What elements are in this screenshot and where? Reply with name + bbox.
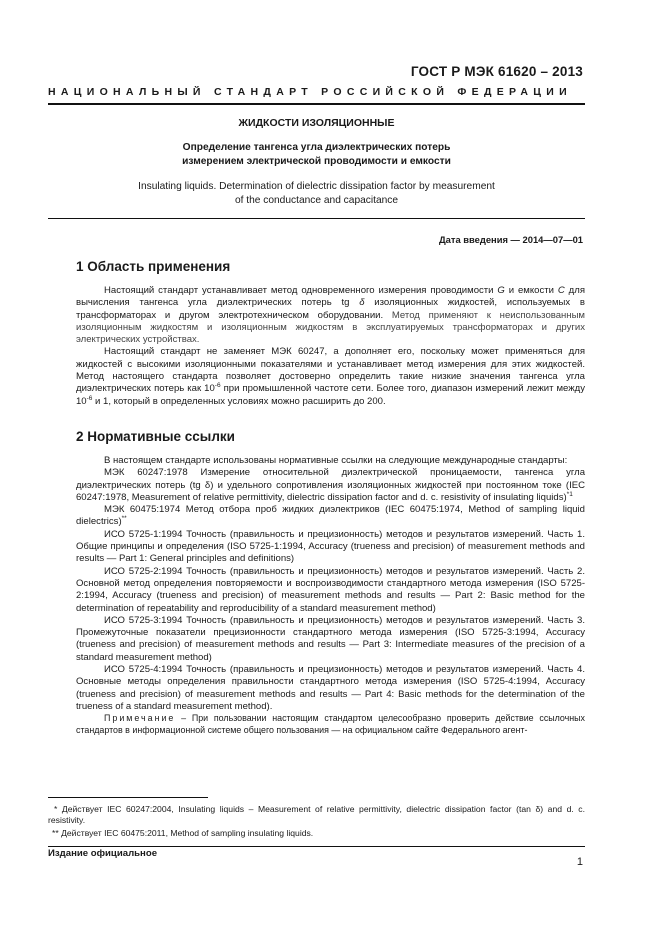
footnote-separator: [48, 797, 208, 798]
reference-iso-5725-3: ИСО 5725-3:1994 Точность (правильность и прецизионность) методов и результатов измерений. Часть 3. Промежуточные показатели прецизионности стандартного метода измерения (ISO 5725-3:1994, Accuracy (trueness and precision) of measurement methods and results — Part 3: Intermediate measures of the precision of a standard measurement method): [76, 614, 585, 663]
title-english-line2: of the conductance and capacitance: [234, 195, 399, 206]
section-1-paragraph-1: Настоящий стандарт устанавливает метод одновременного измерения проводимости G и емкости C для вычисления тангенса угла диэлектрических потерь tg δ изоляционных жидкостей, используемых в трансформаторах и другом электротехническом оборудовании. Метод применяют к неиспользованным изоляционным жидкостям и изоляционным жидкостям в эксплуатируемых трансформаторах и других электрических устройствах.: [76, 285, 586, 346]
reference-iec-60475: МЭК 60475:1974 Метод отбора проб жидких диэлектриков (IEC 60475:1974, Method of sampling liquid dielectrics)**: [76, 504, 585, 528]
page-number: 1: [576, 856, 583, 868]
national-standard-banner: НАЦИОНАЛЬНЫЙ СТАНДАРТ РОССИЙСКОЙ ФЕДЕРАЦИИ: [48, 86, 572, 98]
title-russian: [48, 141, 585, 169]
title-english-line1: Insulating liquids. Determination of dielectric dissipation factor by measurement: [138, 181, 495, 192]
reference-iso-5725-4: ИСО 5725-4:1994 Точность (правильность и прецизионность) методов и результатов измерений. Часть 4. Основные методы определения правильности стандартного метода измерения (ISO 5725-4:1994, Accuracy (trueness and precision) of measurement methods and results — Part 4: Basic methods for the determination of the trueness of a standard measurement method).: [76, 664, 585, 712]
reference-iso-5725-2: ИСО 5725-2:1994 Точность (правильность и прецизионность) методов и результатов измерений. Часть 2. Основной метод определения повторяемости и воспроизводимости стандартного метода измерения (ISO 5725-2:1994, Accuracy (trueness and precision) of measurement methods and results — Part 2: Basic method for the determination of repeatability and reproducibility of a standard measurement method): [76, 565, 585, 614]
document-code: ГОСТ Р МЭК 61620 – 2013: [410, 64, 583, 79]
footnote-1: * Действует IEC 60247:2004, Insulating liquids – Measurement of relative permittivity, dielectric dissipation factor (tan δ) and d. c. resistivity.: [48, 804, 585, 825]
date-of-introduction: Дата введения — 2014—07—01: [438, 234, 583, 245]
title-rule: [48, 218, 585, 219]
footer-rule: [48, 846, 585, 847]
section-1-paragraph-2: Настоящий стандарт не заменяет МЭК 60247, а дополняет его, поскольку может применяться для жидкостей с высокими изоляционными показателями и устанавливает метод измерения для этих жидкостей. Метод настоящего стандарта позволяет достоверно определить такие низкие значения тангенса угла диэлектрических потерь как $10^{-6}$ при промышленной частоте сети. Более того, диапазон измерений лежит между $10^{-6}$ и 1, который в определенных условиях можно расширить до 200.: [76, 346, 585, 407]
section-2-body: [76, 455, 585, 736]
reference-iso-5725-1: ИСО 5725-1:1994 Точность (правильность и прецизионность) методов и результатов измерений. Часть 1. Общие принципы и определения (ISO 5725-1:1994, Accuracy (trueness and precision) of measurement methods and results — Part 1: General principles and definitions): [76, 528, 585, 565]
title-russian-line2: измерением электрической проводимости и емкости: [182, 156, 451, 167]
title-russian-line1: Определение тангенса угла диэлектрических потерь: [182, 142, 451, 153]
section-1-heading: 1 Область применения: [76, 259, 231, 274]
section-2-heading: 2 Нормативные ссылки: [76, 429, 235, 444]
section-2-intro: В настоящем стандарте использованы нормативные ссылки на следующие международные стандарты:: [104, 455, 568, 466]
note: Примечание – При пользовании настоящим стандартом целесообразно проверить действие ссылочных стандартов в информационной системе общего пользования — на официальном сайте Федерального агент-: [76, 713, 585, 735]
reference-iec-60247: МЭК 60247:1978 Измерение относительной диэлектрической проницаемости, тангенса угла диэлектрических потерь (tg δ) и удельного сопротивления изоляционных жидкостей при постоянном токе (IEC 60247:1978, Measurement of relative permittivity, dielectric dissipation factor and d. c. resistivity of insulating liquids)$^{*1}$: [76, 467, 585, 503]
title-main: ЖИДКОСТИ ИЗОЛЯЦИОННЫЕ: [238, 117, 395, 129]
section-1-body: [76, 285, 585, 408]
header-rule: [48, 103, 585, 105]
footnote-2: ** Действует IEC 60475:2011, Method of sampling insulating liquids.: [52, 828, 314, 838]
footnotes: [48, 804, 585, 841]
title-english: [48, 180, 585, 208]
official-edition-label: Издание официальное: [48, 848, 158, 859]
